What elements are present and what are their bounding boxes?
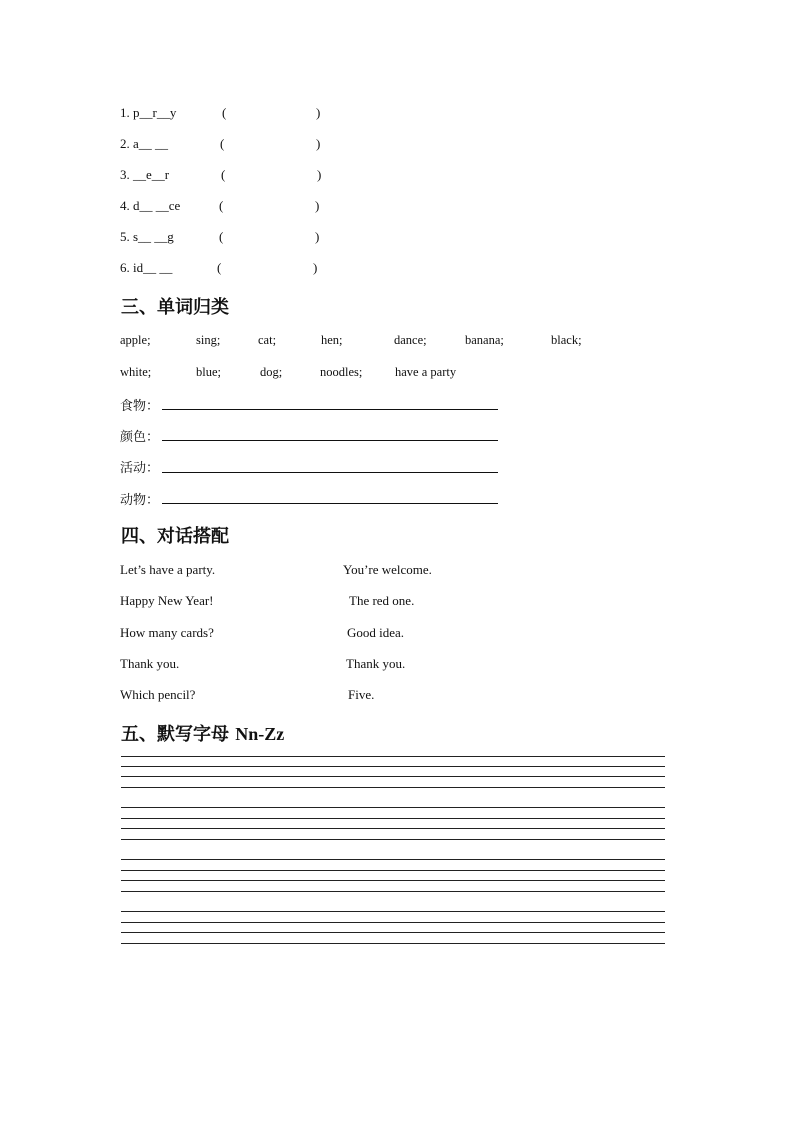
word-bank-item: dance;	[394, 333, 427, 347]
section-5-title	[121, 720, 284, 746]
section-5-title-cn: 五、默写字母	[121, 724, 236, 745]
dialogue-response[interactable]: The red one.	[349, 593, 415, 608]
answer-paren-open-1: (	[222, 105, 227, 120]
answer-paren-open-6: (	[217, 260, 222, 275]
guide-line	[121, 828, 665, 829]
guide-line	[121, 880, 665, 881]
guide-line	[121, 807, 665, 808]
word-bank-item: dog;	[260, 365, 283, 379]
answer-line-activity[interactable]	[162, 472, 498, 473]
dialogue-prompt[interactable]: Happy New Year!	[120, 593, 214, 608]
answer-paren-close-6: )	[313, 260, 318, 275]
answer-line-food[interactable]	[162, 409, 498, 410]
guide-line	[121, 932, 665, 933]
word-bank-item: have a party	[395, 365, 457, 379]
section-5-title-letters: Nn-Zz	[235, 724, 285, 744]
section-3-title: 三、单词归类	[121, 297, 229, 318]
guide-line	[121, 870, 665, 871]
category-label-activity: 活动：	[120, 461, 160, 476]
word-bank-item: sing;	[196, 333, 221, 347]
fill-blank-word-2: 2. a__ __	[120, 136, 169, 151]
answer-paren-close-5: )	[315, 229, 320, 244]
dialogue-prompt[interactable]: Let’s have a party.	[120, 562, 216, 577]
fill-blank-word-5: 5. s__ __g	[120, 229, 174, 244]
dialogue-prompt[interactable]: Thank you.	[120, 656, 180, 671]
guide-line	[121, 766, 665, 767]
dialogue-prompt[interactable]: How many cards?	[120, 625, 214, 640]
guide-line	[121, 922, 665, 923]
word-bank-item: hen;	[321, 333, 343, 347]
fill-blank-word-1: 1. p__r__y	[120, 105, 177, 120]
guide-line	[121, 839, 665, 840]
guide-line	[121, 911, 665, 912]
answer-paren-close-1: )	[316, 105, 321, 120]
word-bank-item: apple;	[120, 333, 151, 347]
dialogue-response[interactable]: You’re welcome.	[343, 562, 432, 577]
fill-blank-word-6: 6. id__ __	[120, 260, 173, 275]
word-bank-item: blue;	[196, 365, 221, 379]
guide-line	[121, 756, 665, 757]
answer-paren-open-5: (	[219, 229, 224, 244]
answer-paren-close-3: )	[317, 167, 322, 182]
section-4-title: 四、对话搭配	[121, 526, 229, 547]
answer-paren-close-4: )	[315, 198, 320, 213]
answer-paren-open-2: (	[220, 136, 225, 151]
dialogue-response[interactable]: Good idea.	[347, 625, 405, 640]
answer-paren-close-2: )	[316, 136, 321, 151]
guide-line	[121, 818, 665, 819]
guide-line	[121, 859, 665, 860]
guide-line	[121, 891, 665, 892]
category-label-animal: 动物：	[120, 493, 160, 508]
dialogue-response[interactable]: Five.	[348, 687, 375, 702]
word-bank-item: cat;	[258, 333, 277, 347]
word-bank-item: white;	[120, 365, 152, 379]
guide-line	[121, 943, 665, 944]
answer-line-color[interactable]	[162, 440, 498, 441]
category-label-color: 颜色：	[120, 430, 160, 445]
answer-paren-open-3: (	[221, 167, 226, 182]
answer-line-animal[interactable]	[162, 503, 498, 504]
fill-blank-word-3: 3. __e__r	[120, 167, 170, 182]
word-bank-item: black;	[551, 333, 582, 347]
answer-paren-open-4: (	[219, 198, 224, 213]
word-bank-item: banana;	[465, 333, 504, 347]
category-label-food: 食物：	[120, 399, 160, 414]
guide-line	[121, 787, 665, 788]
fill-blank-word-4: 4. d__ __ce	[120, 198, 181, 213]
dialogue-prompt[interactable]: Which pencil?	[120, 687, 196, 702]
word-bank-item: noodles;	[320, 365, 363, 379]
guide-line	[121, 776, 665, 777]
dialogue-response[interactable]: Thank you.	[346, 656, 406, 671]
